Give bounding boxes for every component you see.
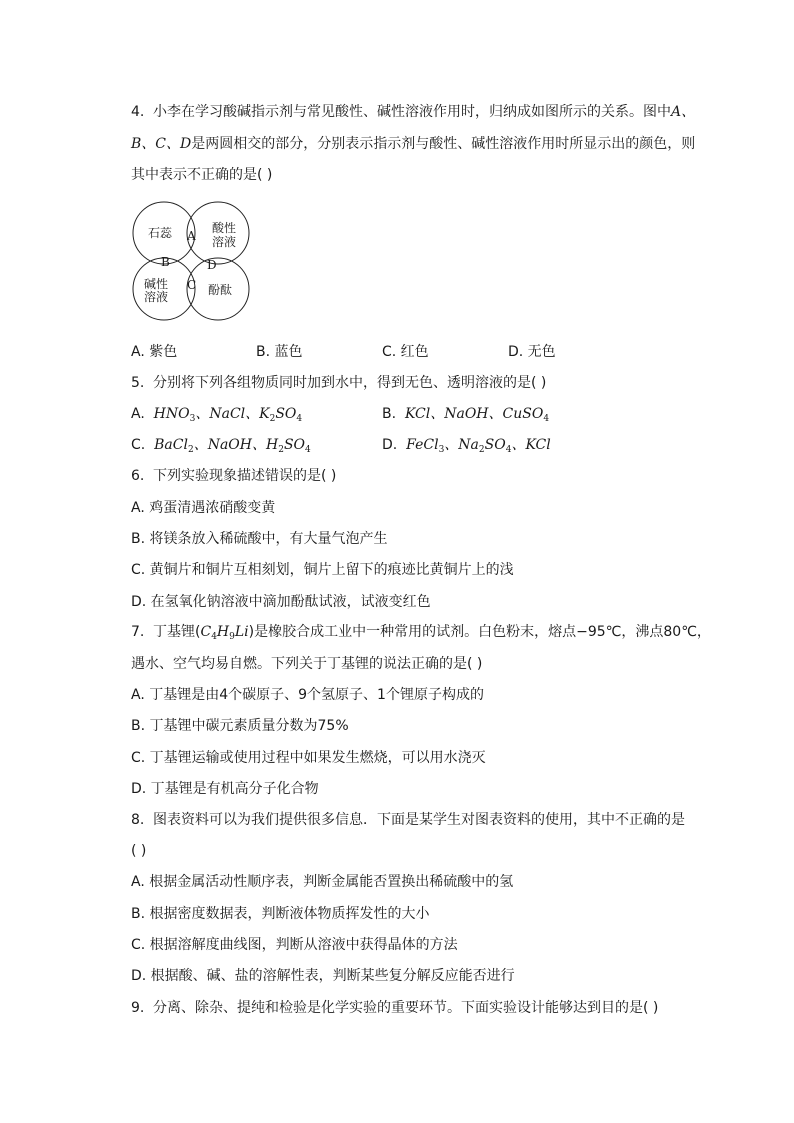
q5-option-c[interactable] [131,435,311,460]
q8-option-c[interactable]: C. 根据溶解度曲线图，判断从溶液中获得晶体的方法 [131,937,458,953]
q7-option-a[interactable]: A. 丁基锂是由4个碳原子、9个氢原子、1个锂原子构成的 [131,687,484,703]
label-region-c: C [187,278,197,292]
q6-option-b[interactable]: B. 将镁条放入稀硫酸中，有大量气泡产生 [131,531,388,547]
q9-number: 9. [131,1000,145,1016]
q4-option-c[interactable]: C. 红色 [382,344,429,360]
q5-option-d-label: D. [382,437,398,453]
label-acid-1: 酸性 [212,221,237,235]
q6-stem-line [131,466,336,486]
q4-stem-line2: 是两圆相交的部分，分别表示指示剂与酸性、碱性溶液作用时所显示出的颜色，则 [191,136,696,152]
q4-number: 4. [131,104,145,120]
q7-formula: $C_4H_9Li$ [200,624,249,642]
q7-option-d[interactable]: D. 丁基锂是有机高分子化合物 [131,781,319,797]
label-base-1: 碱性 [144,277,169,291]
q4-stem-line1-tail: A、 [671,104,696,120]
q5-option-b-label: B. [382,406,397,422]
q5-option-a-formula: $HNO_3$、NaCl、$K_2SO_4$ [149,406,303,424]
q4-line2 [131,134,695,154]
q7-stem-b: )是橡胶合成工业中一种常用的试剂。白色粉末，熔点−95℃，沸点80℃， [248,624,711,640]
q5-option-b[interactable] [382,404,549,429]
q4-stem-vars: B、C、D [131,136,192,152]
q4-line1 [131,102,695,122]
q5-option-d[interactable] [382,435,551,460]
q8-stem-line2: ( ) [131,843,147,859]
q7-number: 7. [131,624,145,640]
q6-option-d[interactable]: D. 在氢氧化钠溶液中滴加酚酞试液，试液变红色 [131,594,431,610]
q8-stem-line1 [131,810,685,830]
q7-stem-a: 丁基锂( [153,624,201,640]
label-region-a: A [187,229,196,243]
label-region-b: B [161,255,170,269]
label-base-2: 溶液 [144,290,169,304]
q8-number: 8. [131,812,145,828]
q6-option-a[interactable]: A. 鸡蛋清遇浓硝酸变黄 [131,500,276,516]
label-region-d: D [207,258,217,272]
q5-number: 5. [131,375,145,391]
q4-option-a[interactable]: A. 紫色 [131,344,178,360]
q5-stem-line [131,373,546,393]
q9-stem: 分离、除杂、提纯和检验是化学实验的重要环节。下面实验设计能够达到目的是( ) [153,1000,659,1016]
q5-option-b-formula: KCl、NaOH、CuSO$_4$ [400,406,550,424]
q5-option-a[interactable] [131,404,302,429]
q8-option-b[interactable]: B. 根据密度数据表，判断液体物质挥发性的大小 [131,906,430,922]
q5-option-d-formula: FeCl$_3$、$Na_2SO_4$、KCl [401,437,551,455]
q5-option-c-formula: BaCl$_2$、NaOH、$H_2SO_4$ [149,437,311,455]
q9-stem-line [131,998,658,1018]
q6-option-c[interactable]: C. 黄铜片和铜片互相刻划，铜片上留下的痕迹比黄铜片上的浅 [131,562,514,578]
q8-option-a[interactable]: A. 根据金属活动性顺序表，判断金属能否置换出稀硫酸中的氢 [131,874,514,890]
q4-stem-line1: 小李在学习酸碱指示剂与常见酸性、碱性溶液作用时，归纳成如图所示的关系。图中 [153,104,671,120]
label-acid-2: 溶液 [212,235,237,249]
q7-option-b[interactable]: B. 丁基锂中碳元素质量分数为75% [131,718,349,734]
q7-stem-line2: 遇水、空气均易自燃。下列关于丁基锂的说法正确的是( ) [131,656,483,672]
q5-option-c-label: C. [131,437,146,453]
venn-diagram [130,200,252,324]
q6-stem: 下列实验现象描述错误的是( ) [153,468,337,484]
q5-stem: 分别将下列各组物质同时加到水中，得到无色、透明溶液的是( ) [153,375,547,391]
q4-option-b[interactable]: B. 蓝色 [256,344,303,360]
label-phenolphthalein: 酚酞 [208,283,233,297]
q7-stem-line1 [131,622,711,647]
q4-line3: 其中表示不正确的是( ) [131,167,273,183]
q8-option-d[interactable]: D. 根据酸、碱、盐的溶解性表，判断某些复分解反应能否进行 [131,968,515,984]
q6-number: 6. [131,468,145,484]
q8-stem: 图表资料可以为我们提供很多信息．下面是某学生对图表资料的使用，其中不正确的是 [153,812,685,828]
label-litmus: 石蕊 [148,226,173,240]
q4-option-d[interactable]: D. 无色 [508,344,556,360]
q7-option-c[interactable]: C. 丁基锂运输或使用过程中如果发生燃烧，可以用水浇灭 [131,750,486,766]
q5-option-a-label: A. [131,406,145,422]
